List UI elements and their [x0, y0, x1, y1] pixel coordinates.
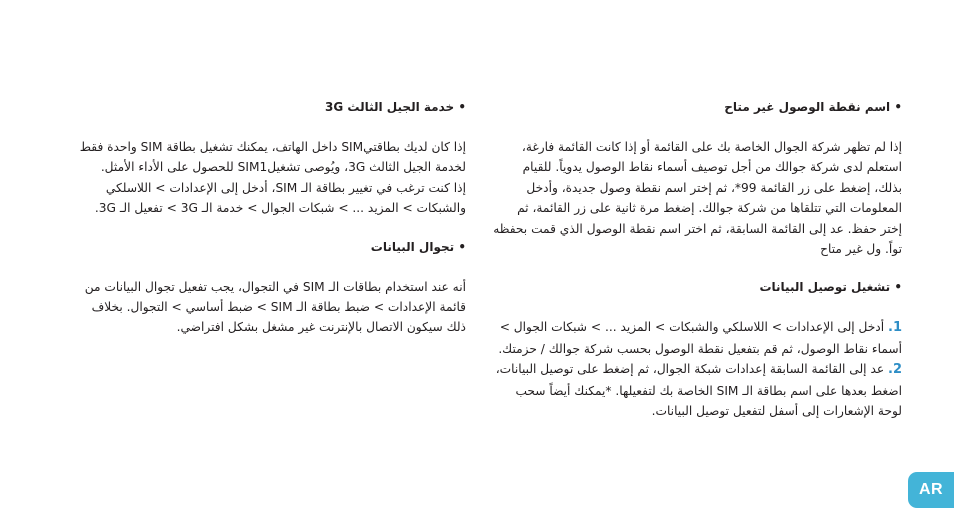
step-line: أسماء نقاط الوصول، ثم قم بتفعيل نقطة الوصول بحسب شركة جوالك / حزمتك. — [498, 341, 902, 356]
paragraph-line: إذا كان لديك بطاقتيSIM داخل الهاتف، يمكنك تشغيل بطاقة SIM واحدة فقط — [79, 140, 466, 154]
paragraph-line: لخدمة الجيل الثالث 3G، ويُوصى تشغيلSIM1 للحصول على الأداء الأمثل. — [100, 160, 466, 175]
data-roaming-heading: • تجوال البيانات — [370, 239, 466, 254]
data-connection-heading: • تشغيل توصيل البيانات — [759, 280, 902, 295]
paragraph-line: قائمة الإعدادات > ضبط بطاقة الـ SIM > ضبط أساسي > التجوال. بخلاف — [91, 300, 466, 315]
step-line: اضغط بعدها على اسم بطاقة الـ SIM الخاصة بك لتفعيلها. *يمكنك أيضاً سحب — [515, 383, 902, 398]
paragraph-line: استعلم لدى شركة جوالك من أجل توصيف أسماء نقاط الوصول يدوياً. للقيام — [522, 160, 902, 175]
paragraph-line: إذا لم تظهر شركة الجوال الخاصة بك على القائمة أو إذا كانت القائمة فارغة، — [521, 140, 902, 154]
data-roaming-paragraph — [70, 277, 466, 338]
step-2 — [495, 359, 902, 380]
paragraph-line: ذلك سيكون الاتصال بالإنترنت غير مشغل بشكل افتراضي. — [176, 320, 466, 335]
paragraph-line: والشبكات > المزيد ... > شبكات الجوال > خدمة الـ 3G > تفعيل الـ 3G. — [94, 201, 466, 216]
3g-service-paragraph — [70, 137, 466, 219]
left-column — [70, 97, 466, 338]
paragraph-line: المعلومات التي تتلقاها من شركة جوالك. إضغط مرة ثانية على زر القائمة، ثم — [517, 201, 902, 216]
data-connection-steps — [495, 317, 902, 421]
step-number: 2. — [888, 362, 902, 378]
step-1 — [500, 317, 902, 338]
paragraph-line: إذا كنت ترغب في تغيير بطاقة الـ SIM، أدخل إلى الإعدادات > اللاسلكي — [105, 180, 466, 195]
paragraph-line: بذلك، إضغط على زر القائمة 99*، ثم إختر اسم نقطة وصول جديدة، وأدخل — [526, 180, 902, 195]
apn-unavailable-paragraph — [493, 137, 902, 259]
paragraph-line: أنه عند استخدام بطاقات الـ SIM في التجوال، يجب تفعيل تجوال البيانات من — [84, 279, 466, 294]
right-column — [493, 97, 902, 421]
step-number: 1. — [888, 320, 902, 336]
language-badge: AR — [908, 472, 954, 508]
step-line: عد إلى القائمة السابقة إعدادات شبكة الجوال، ثم إضغط على توصيل البيانات، — [495, 362, 885, 377]
step-line: لوحة الإشعارات إلى أسفل لتفعيل توصيل البيانات. — [651, 404, 902, 419]
step-line: أدخل إلى الإعدادات > اللاسلكي والشبكات > المزيد ... > شبكات الجوال > — [499, 320, 885, 335]
paragraph-line: تواً. ول غير متاح — [820, 242, 902, 257]
3g-service-heading: • خدمة الجيل الثالث 3G — [325, 100, 466, 114]
paragraph-line: إختر حفظ. عد إلى القائمة السابقة، ثم اختر اسم نقطة الوصول الذي قمت بحفظه — [493, 221, 902, 236]
apn-unavailable-heading: • اسم نقطة الوصول غير متاح — [724, 100, 902, 114]
